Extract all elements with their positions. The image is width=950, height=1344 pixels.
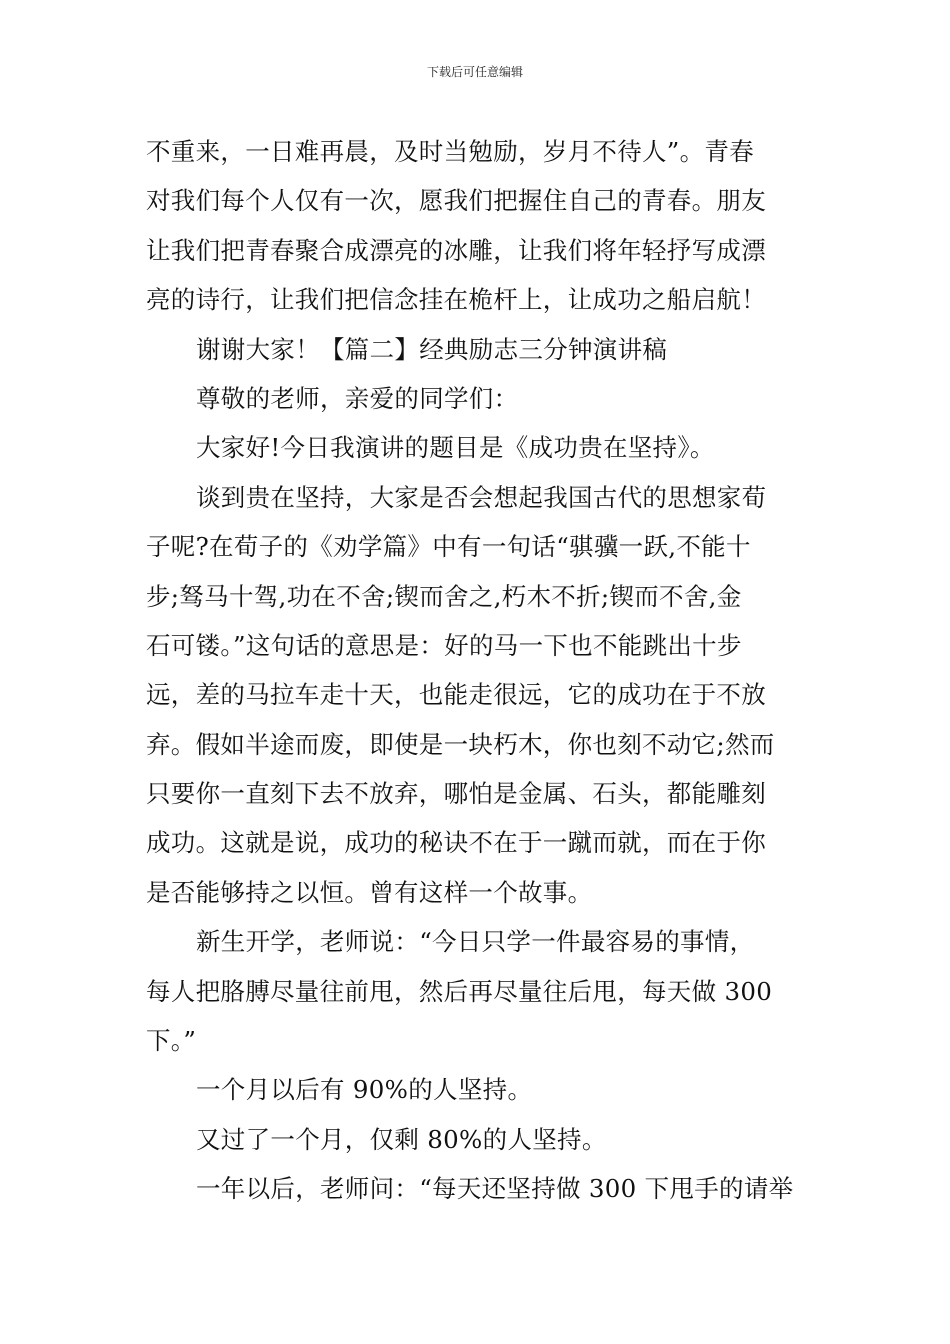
text-line: 下。” <box>146 1026 197 1056</box>
text-line: 大家好!今日我演讲的题目是《成功贵在坚持》。 <box>196 433 715 463</box>
text-line: 亮的诗行，让我们把信念挂在桅杆上，让成功之船启航！ <box>146 285 766 315</box>
text-line: 每人把胳膊尽量往前甩，然后再尽量往后甩，每天做 300 <box>146 976 773 1006</box>
page-header: 下载后可任意编辑 <box>426 65 523 79</box>
text-line: 是否能够持之以恒。曾有这样一个故事。 <box>146 877 593 907</box>
text-line: 尊敬的老师，亲爱的同学们： <box>196 383 519 413</box>
document-body <box>146 127 810 1214</box>
text-line: 步;驽马十驾,功在不舍;锲而舍之,朽木不折;锲而不舍,金 <box>146 581 742 611</box>
text-line: 弃。假如半途而废，即使是一块朽木，你也刻不动它;然而 <box>146 729 775 759</box>
text-line: 又过了一个月，仅剩 80%的人坚持。 <box>196 1124 607 1154</box>
text-line: 让我们把青春聚合成漂亮的冰雕，让我们将年轻抒写成漂 <box>146 235 766 265</box>
text-line: 一年以后，老师问：“每天还坚持做 300 下甩手的请举 <box>196 1174 794 1204</box>
text-line: 一个月以后有 90%的人坚持。 <box>196 1075 533 1105</box>
text-line: 石可镂。”这句话的意思是：好的马一下也不能跳出十步 <box>146 630 742 660</box>
text-line: 子呢?在荀子的《劝学篇》中有一句话“骐骥一跃,不能十 <box>146 532 751 562</box>
text-line: 谢谢大家！【篇二】经典励志三分钟演讲稿 <box>196 334 668 364</box>
text-line: 不重来，一日难再晨，及时当勉励，岁月不待人”。青春 <box>146 137 755 166</box>
text-line: 谈到贵在坚持，大家是否会想起我国古代的思想家荀 <box>196 482 767 512</box>
text-line: 新生开学，老师说：“今日只学一件最容易的事情， <box>196 927 755 957</box>
text-line: 成功。这就是说，成功的秘诀不在于一蹴而就，而在于你 <box>146 828 766 858</box>
text-line: 只要你一直刻下去不放弃，哪怕是金属、石头，都能雕刻 <box>146 779 766 809</box>
text-line: 远，差的马拉车走十天，也能走很远，它的成功在于不放 <box>146 680 766 710</box>
text-line: 对我们每个人仅有一次，愿我们把握住自己的青春。朋友 <box>146 186 766 216</box>
